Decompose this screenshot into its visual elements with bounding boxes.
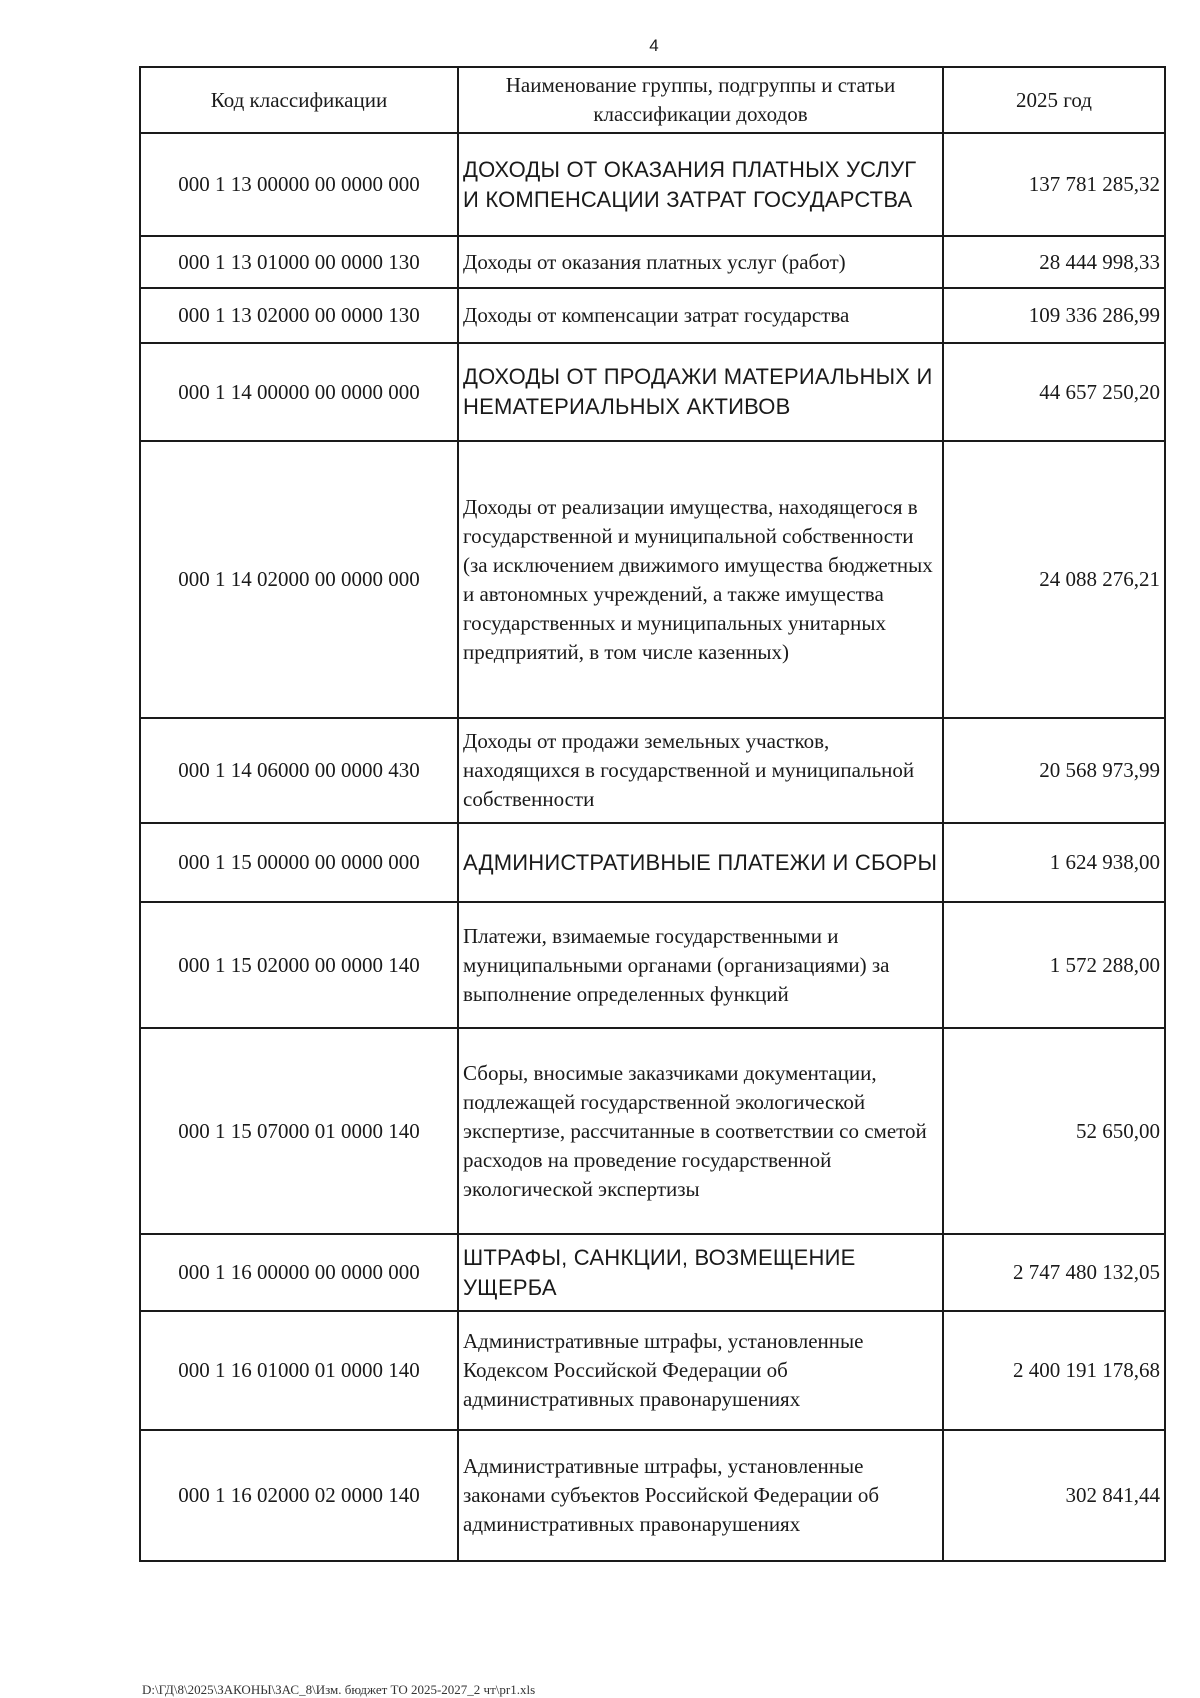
row-amount: 44 657 250,20 — [943, 343, 1165, 441]
table-row — [140, 343, 1165, 441]
row-name: Платежи, взимаемые государственными и муниципальными органами (организациями) за выполнение определенных функций — [458, 902, 943, 1028]
row-name: Доходы от реализации имущества, находящегося в государственной и муниципальной собственности (за исключением движимого имущества бюджетных и автономных учреждений, а также имущества государственных и муниципальных унитарных предприятий, в том числе казенных) — [458, 441, 943, 718]
row-name: Административные штрафы, установленные законами субъектов Российской Федерации об административных правонарушениях — [458, 1430, 943, 1561]
table-row — [140, 1430, 1165, 1561]
row-code: 000 1 15 00000 00 0000 000 — [140, 823, 458, 902]
row-code: 000 1 14 02000 00 0000 000 — [140, 441, 458, 718]
table-row — [140, 902, 1165, 1028]
row-code: 000 1 16 01000 01 0000 140 — [140, 1311, 458, 1430]
row-amount: 137 781 285,32 — [943, 133, 1165, 236]
page-number: 4 — [649, 36, 659, 55]
row-amount: 52 650,00 — [943, 1028, 1165, 1234]
table-row — [140, 1234, 1165, 1311]
row-code: 000 1 16 02000 02 0000 140 — [140, 1430, 458, 1561]
row-code: 000 1 13 00000 00 0000 000 — [140, 133, 458, 236]
row-amount: 1 624 938,00 — [943, 823, 1165, 902]
table-row — [140, 133, 1165, 236]
row-name: Административные штрафы, установленные Кодексом Российской Федерации об административных правонарушениях — [458, 1311, 943, 1430]
row-amount: 24 088 276,21 — [943, 441, 1165, 718]
row-code: 000 1 15 02000 00 0000 140 — [140, 902, 458, 1028]
row-name: ШТРАФЫ, САНКЦИИ, ВОЗМЕЩЕНИЕ УЩЕРБА — [458, 1234, 943, 1311]
row-amount: 302 841,44 — [943, 1430, 1165, 1561]
table-row — [140, 288, 1165, 343]
row-code: 000 1 14 00000 00 0000 000 — [140, 343, 458, 441]
footer-file-path: D:\ГД\8\2025\ЗАКОНЫ\ЗАС_8\Изм. бюджет ТО 2025-2027_2 чт\pr1.xls — [142, 1682, 536, 1697]
row-code: 000 1 13 02000 00 0000 130 — [140, 288, 458, 343]
row-code: 000 1 16 00000 00 0000 000 — [140, 1234, 458, 1311]
table-header-row — [140, 67, 1165, 133]
row-amount: 2 400 191 178,68 — [943, 1311, 1165, 1430]
row-name: Доходы от оказания платных услуг (работ) — [458, 236, 943, 288]
table-row — [140, 823, 1165, 902]
header-year: 2025 год — [943, 67, 1165, 133]
row-amount: 2 747 480 132,05 — [943, 1234, 1165, 1311]
row-amount: 20 568 973,99 — [943, 718, 1165, 823]
row-name: ДОХОДЫ ОТ ОКАЗАНИЯ ПЛАТНЫХ УСЛУГ И КОМПЕНСАЦИИ ЗАТРАТ ГОСУДАРСТВА — [458, 133, 943, 236]
row-amount: 1 572 288,00 — [943, 902, 1165, 1028]
row-name: АДМИНИСТРАТИВНЫЕ ПЛАТЕЖИ И СБОРЫ — [458, 823, 943, 902]
row-name: Сборы, вносимые заказчиками документации, подлежащей государственной экологической экспертизе, рассчитанные в соответствии со сметой расходов на проведение государственной экологической экспертизы — [458, 1028, 943, 1234]
row-name: Доходы от компенсации затрат государства — [458, 288, 943, 343]
header-name: Наименование группы, подгруппы и статьи классификации доходов — [458, 67, 943, 133]
row-name: Доходы от продажи земельных участков, находящихся в государственной и муниципальной собственности — [458, 718, 943, 823]
row-name: ДОХОДЫ ОТ ПРОДАЖИ МАТЕРИАЛЬНЫХ И НЕМАТЕРИАЛЬНЫХ АКТИВОВ — [458, 343, 943, 441]
row-code: 000 1 13 01000 00 0000 130 — [140, 236, 458, 288]
table-row — [140, 1311, 1165, 1430]
header-code: Код классификации — [140, 67, 458, 133]
table-row — [140, 441, 1165, 718]
row-code: 000 1 15 07000 01 0000 140 — [140, 1028, 458, 1234]
table-row — [140, 236, 1165, 288]
revenue-classification-table — [139, 66, 1166, 1562]
row-code: 000 1 14 06000 00 0000 430 — [140, 718, 458, 823]
row-amount: 28 444 998,33 — [943, 236, 1165, 288]
row-amount: 109 336 286,99 — [943, 288, 1165, 343]
table-row — [140, 1028, 1165, 1234]
table-row — [140, 718, 1165, 823]
